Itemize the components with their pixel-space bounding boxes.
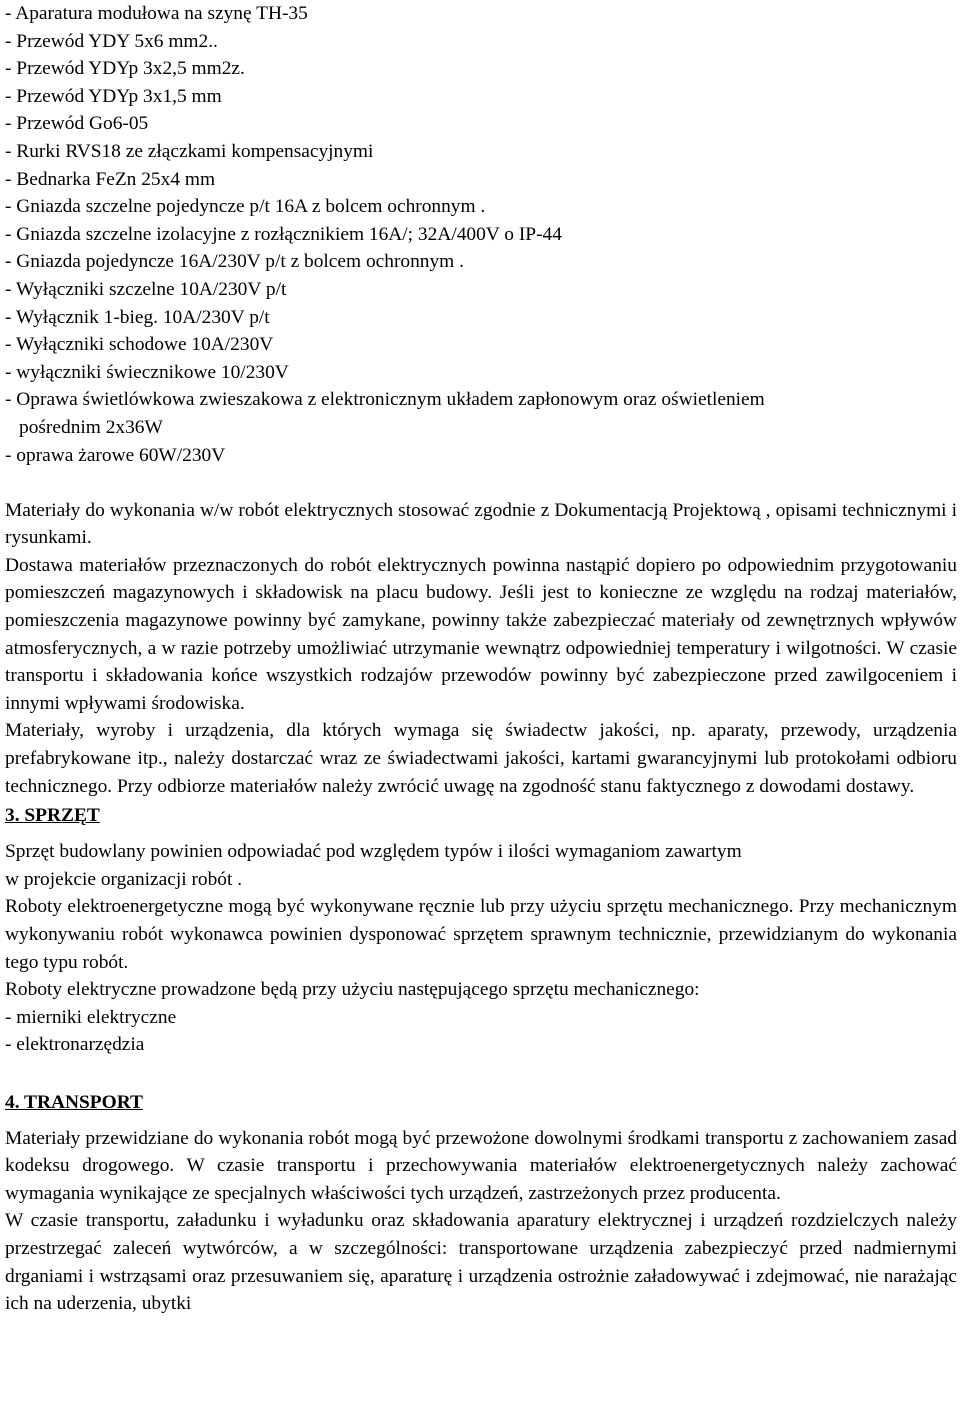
list-item: - mierniki elektryczne xyxy=(5,1006,177,1028)
list-item: - Wyłączniki schodowe 10A/230V xyxy=(5,334,274,356)
list-item: - Przewód Go6-05 xyxy=(5,113,149,135)
materials-list xyxy=(5,0,957,469)
list-item-continuation: pośrednim 2x36W xyxy=(19,416,163,438)
spacer xyxy=(5,1059,957,1087)
list-item: - oprawa żarowe 60W/230V xyxy=(5,444,226,466)
list-item: - Rurki RVS18 ze złączkami kompensacyjnymi xyxy=(5,140,374,162)
paragraph-materials-compliance: Materiały do wykonania w/w robót elektrycznych stosować zgodnie z Dokumentacją Projektową , opisami technicznymi i rysunkami. xyxy=(5,499,957,549)
list-item: - Przewód YDYp 3x2,5 mm2z. xyxy=(5,58,245,80)
paragraph-materials-delivery: Dostawa materiałów przeznaczonych do robót elektrycznych powinna nastąpić dopiero po odpowiednim przygotowaniu pomieszczeń magazynowych i składowisk na placu budowy. Jeśli jest to konieczne ze względu na rodzaj materiałów, pomieszczenia magazynowe powinny być zamykane, powinny także zabezpieczać materiały od zewnętrznych wpływów atmosferycznych, a w razie potrzeby umożliwiać utrzymanie wewnątrz odpowiedniej temperatury i wilgotności. W czasie transportu i składowania końce wszystkich rodzajów przewodów powinny być zabezpieczone przed zawilgoceniem i innymi wpływami środowiska. xyxy=(5,554,957,714)
paragraph-materials-certificates: Materiały, wyroby i urządzenia, dla których wymaga się świadectw jakości, np. aparaty, przewody, urządzenia prefabrykowane itp., należy dostarczać wraz ze świadectwami jakości, kartami gwarancyjnymi lub protokołami odbioru technicznego. Przy odbiorze materiałów należy zwrócić uwagę na zgodność stanu faktycznego z dowodami dostawy. xyxy=(5,720,957,797)
list-item: - Wyłącznik 1-bieg. 10A/230V p/t xyxy=(5,306,270,328)
list-item: - Gniazda szczelne pojedyncze p/t 16A z bolcem ochronnym . xyxy=(5,196,486,218)
paragraph-equipment-mechanical: Roboty elektroenergetyczne mogą być wykonywane ręcznie lub przy użyciu sprzętu mechanicznego. Przy mechanicznym wykonywaniu robót wykonawca powinien dysponować sprzętem sprawnym technicznie, przewidzianym do wykonania tego typu robót. xyxy=(5,896,957,973)
document-page xyxy=(5,0,957,1318)
list-item: - Przewód YDYp 3x1,5 mm xyxy=(5,85,222,107)
list-item: - Przewód YDY 5x6 mm2.. xyxy=(5,30,218,52)
section-heading-equipment: 3. SPRZĘT xyxy=(5,805,100,827)
list-item: - Aparatura modułowa na szynę TH-35 xyxy=(5,3,308,24)
spacer xyxy=(5,469,957,497)
list-item: - Gniazda pojedyncze 16A/230V p/t z bolcem ochronnym . xyxy=(5,251,464,273)
list-item: - wyłączniki świecznikowe 10/230V xyxy=(5,361,289,383)
section-heading-transport: 4. TRANSPORT xyxy=(5,1091,143,1113)
list-item: - Oprawa świetlówkowa zwieszakowa z elektronicznym układem zapłonowym oraz oświetleniem xyxy=(5,389,765,411)
paragraph-transport-handling: W czasie transportu, załadunku i wyładunku oraz składowania aparatury elektrycznej i urządzeń rozdzielczych należy przestrzegać zaleceń wytwórców, a w szczególności: transportowane urządzenia zabezpieczyć przed nadmiernymi drganiami i wstrząsami oraz przesuwaniem się, aparaturę i urządzenia ostrożnie załadowywać i zdejmować, nie narażając ich na uderzenia, ubytki xyxy=(5,1210,957,1315)
paragraph-equipment-list-intro: Roboty elektryczne prowadzone będą przy użyciu następującego sprzętu mechanicznego: xyxy=(5,979,700,1001)
paragraph-equipment-line-1: Sprzęt budowlany powinien odpowiadać pod względem typów i ilości wymaganiom zawartym xyxy=(5,841,742,863)
paragraph-transport-general: Materiały przewidziane do wykonania robót mogą być przewożone dowolnymi środkami transportu z zachowaniem zasad kodeksu drogowego. W czasie transportu i przechowywania materiałów elektroenergetycznych należy zachować wymagania wynikające ze specjalnych właściwości tych urządzeń, zastrzeżonych przez producenta. xyxy=(5,1127,957,1204)
list-item: - Bednarka FeZn 25x4 mm xyxy=(5,168,216,190)
list-item: - elektronarzędzia xyxy=(5,1034,145,1056)
list-item: - Wyłączniki szczelne 10A/230V p/t xyxy=(5,278,287,300)
paragraph-equipment-line-2: w projekcie organizacji robót . xyxy=(5,868,243,890)
list-item: - Gniazda szczelne izolacyjne z rozłącznikiem 16A/; 32A/400V o IP-44 xyxy=(5,223,562,245)
